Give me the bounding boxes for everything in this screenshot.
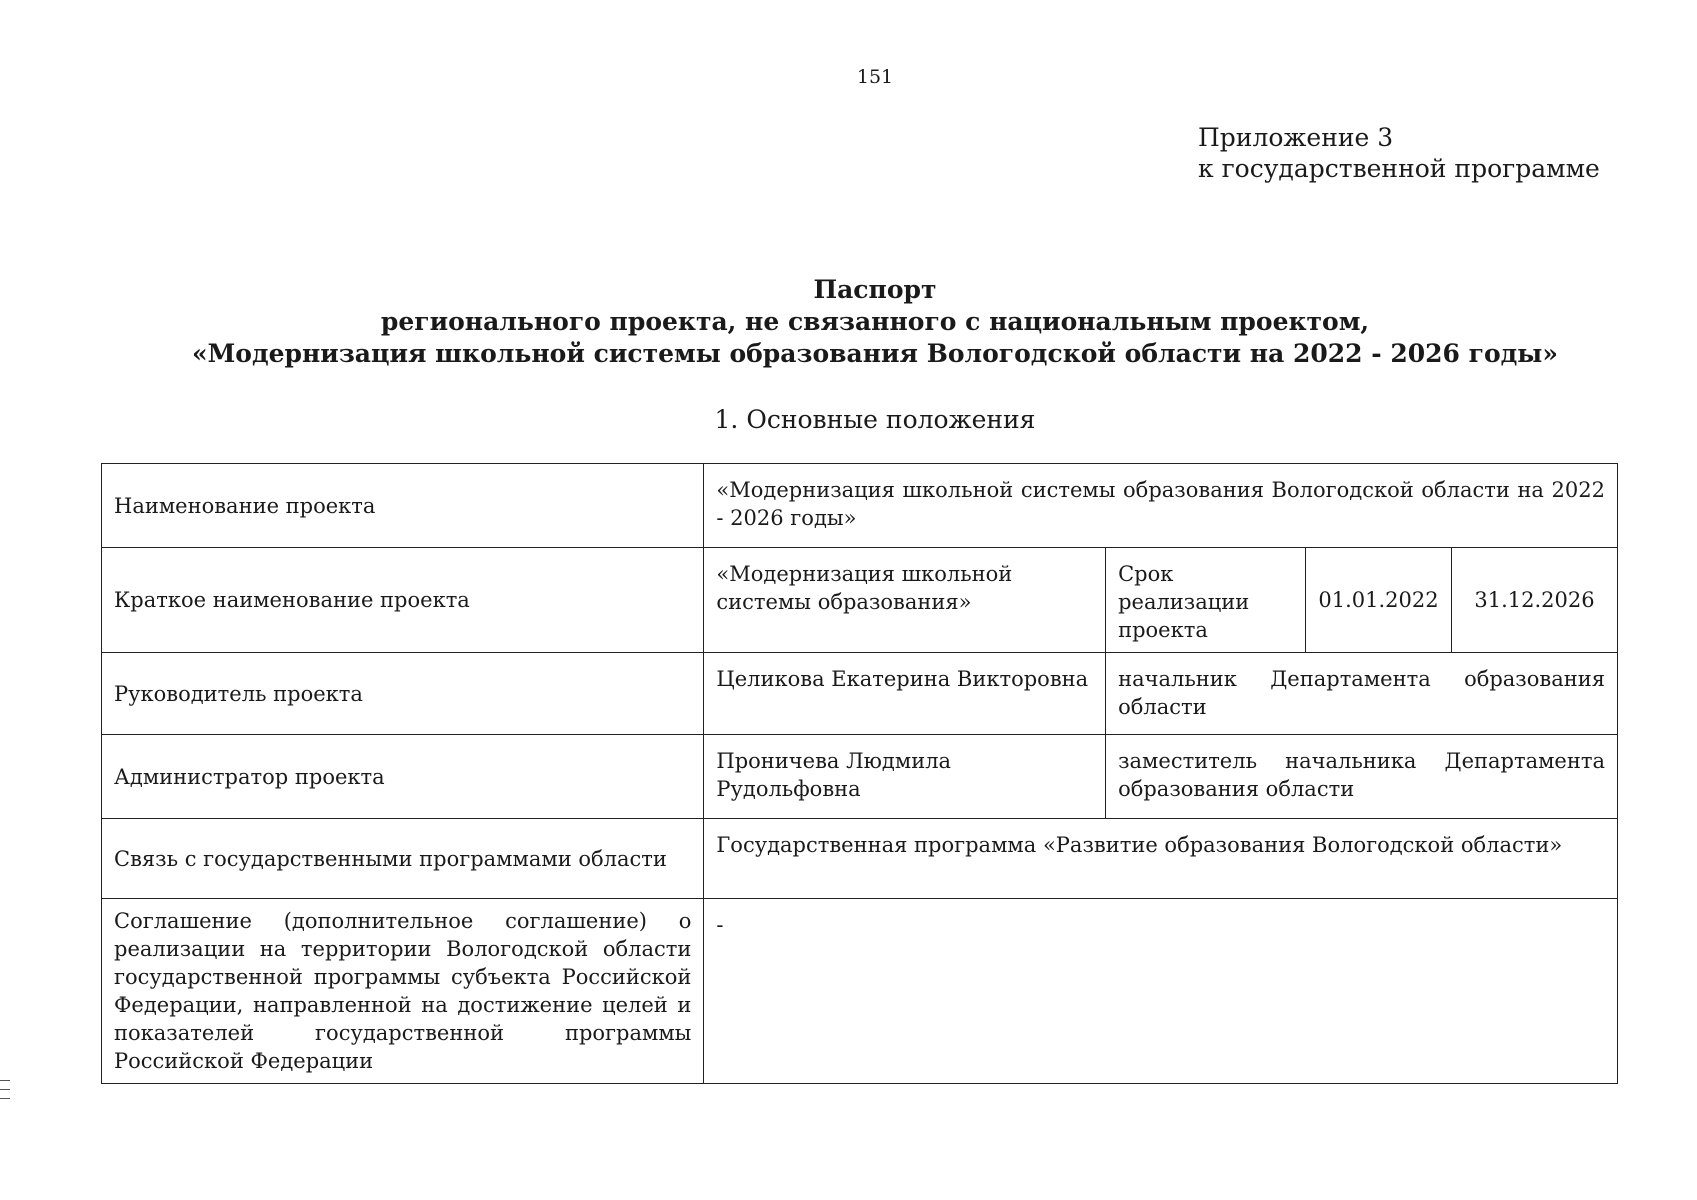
section-heading: 1. Основные положения (714, 405, 1036, 434)
appendix-line-1: Приложение 3 (1198, 123, 1394, 152)
title-line-3: «Модернизация школьной системы образования Вологодской области на 2022 - 2026 годы» (191, 339, 1558, 368)
programs-link-label: Связь с государственными программами области (102, 819, 704, 899)
start-date: 01.01.2022 (1306, 548, 1452, 653)
project-name-label: Наименование проекта (102, 464, 704, 548)
document-title (0, 274, 1697, 370)
table-row (102, 735, 1618, 819)
end-date: 31.12.2026 (1451, 548, 1617, 653)
programs-link-value: Государственная программа «Развитие образования Вологодской области» (704, 819, 1618, 899)
administrator-position: заместитель начальника Департамента образования области (1106, 735, 1618, 819)
head-label: Руководитель проекта (102, 653, 704, 735)
title-line-2: регионального проекта, не связанного с национальным проектом, (380, 307, 1370, 336)
project-name-value: «Модернизация школьной системы образования Вологодской области на 2022 - 2026 годы» (704, 464, 1618, 548)
passport-table (101, 463, 1618, 1084)
short-name-value: «Модернизация школьной системы образования» (704, 548, 1106, 653)
page-number: 151 (856, 66, 894, 88)
scan-edge-marks (0, 1080, 10, 1107)
administrator-label: Администратор проекта (102, 735, 704, 819)
table-row (102, 899, 1618, 1084)
table-row (102, 464, 1618, 548)
appendix-note (1198, 122, 1600, 184)
title-line-1: Паспорт (813, 275, 937, 304)
short-name-label: Краткое наименование проекта (102, 548, 704, 653)
table-row (102, 819, 1618, 899)
agreement-value: - (704, 899, 1618, 1084)
administrator-name: Проничева Людмила Рудольфовна (704, 735, 1106, 819)
head-name: Целикова Екатерина Викторовна (704, 653, 1106, 735)
agreement-label: Соглашение (дополнительное соглашение) о реализации на территории Вологодской области государственной программы субъекта Российской Федерации, направленной на достижение целей и показателей государственной программы Российской Федерации (102, 899, 704, 1084)
term-label: Срок реализации проекта (1106, 548, 1306, 653)
appendix-line-2: к государственной программе (1198, 154, 1600, 183)
head-position: начальник Департамента образования области (1106, 653, 1618, 735)
table-row (102, 548, 1618, 653)
table-row (102, 653, 1618, 735)
